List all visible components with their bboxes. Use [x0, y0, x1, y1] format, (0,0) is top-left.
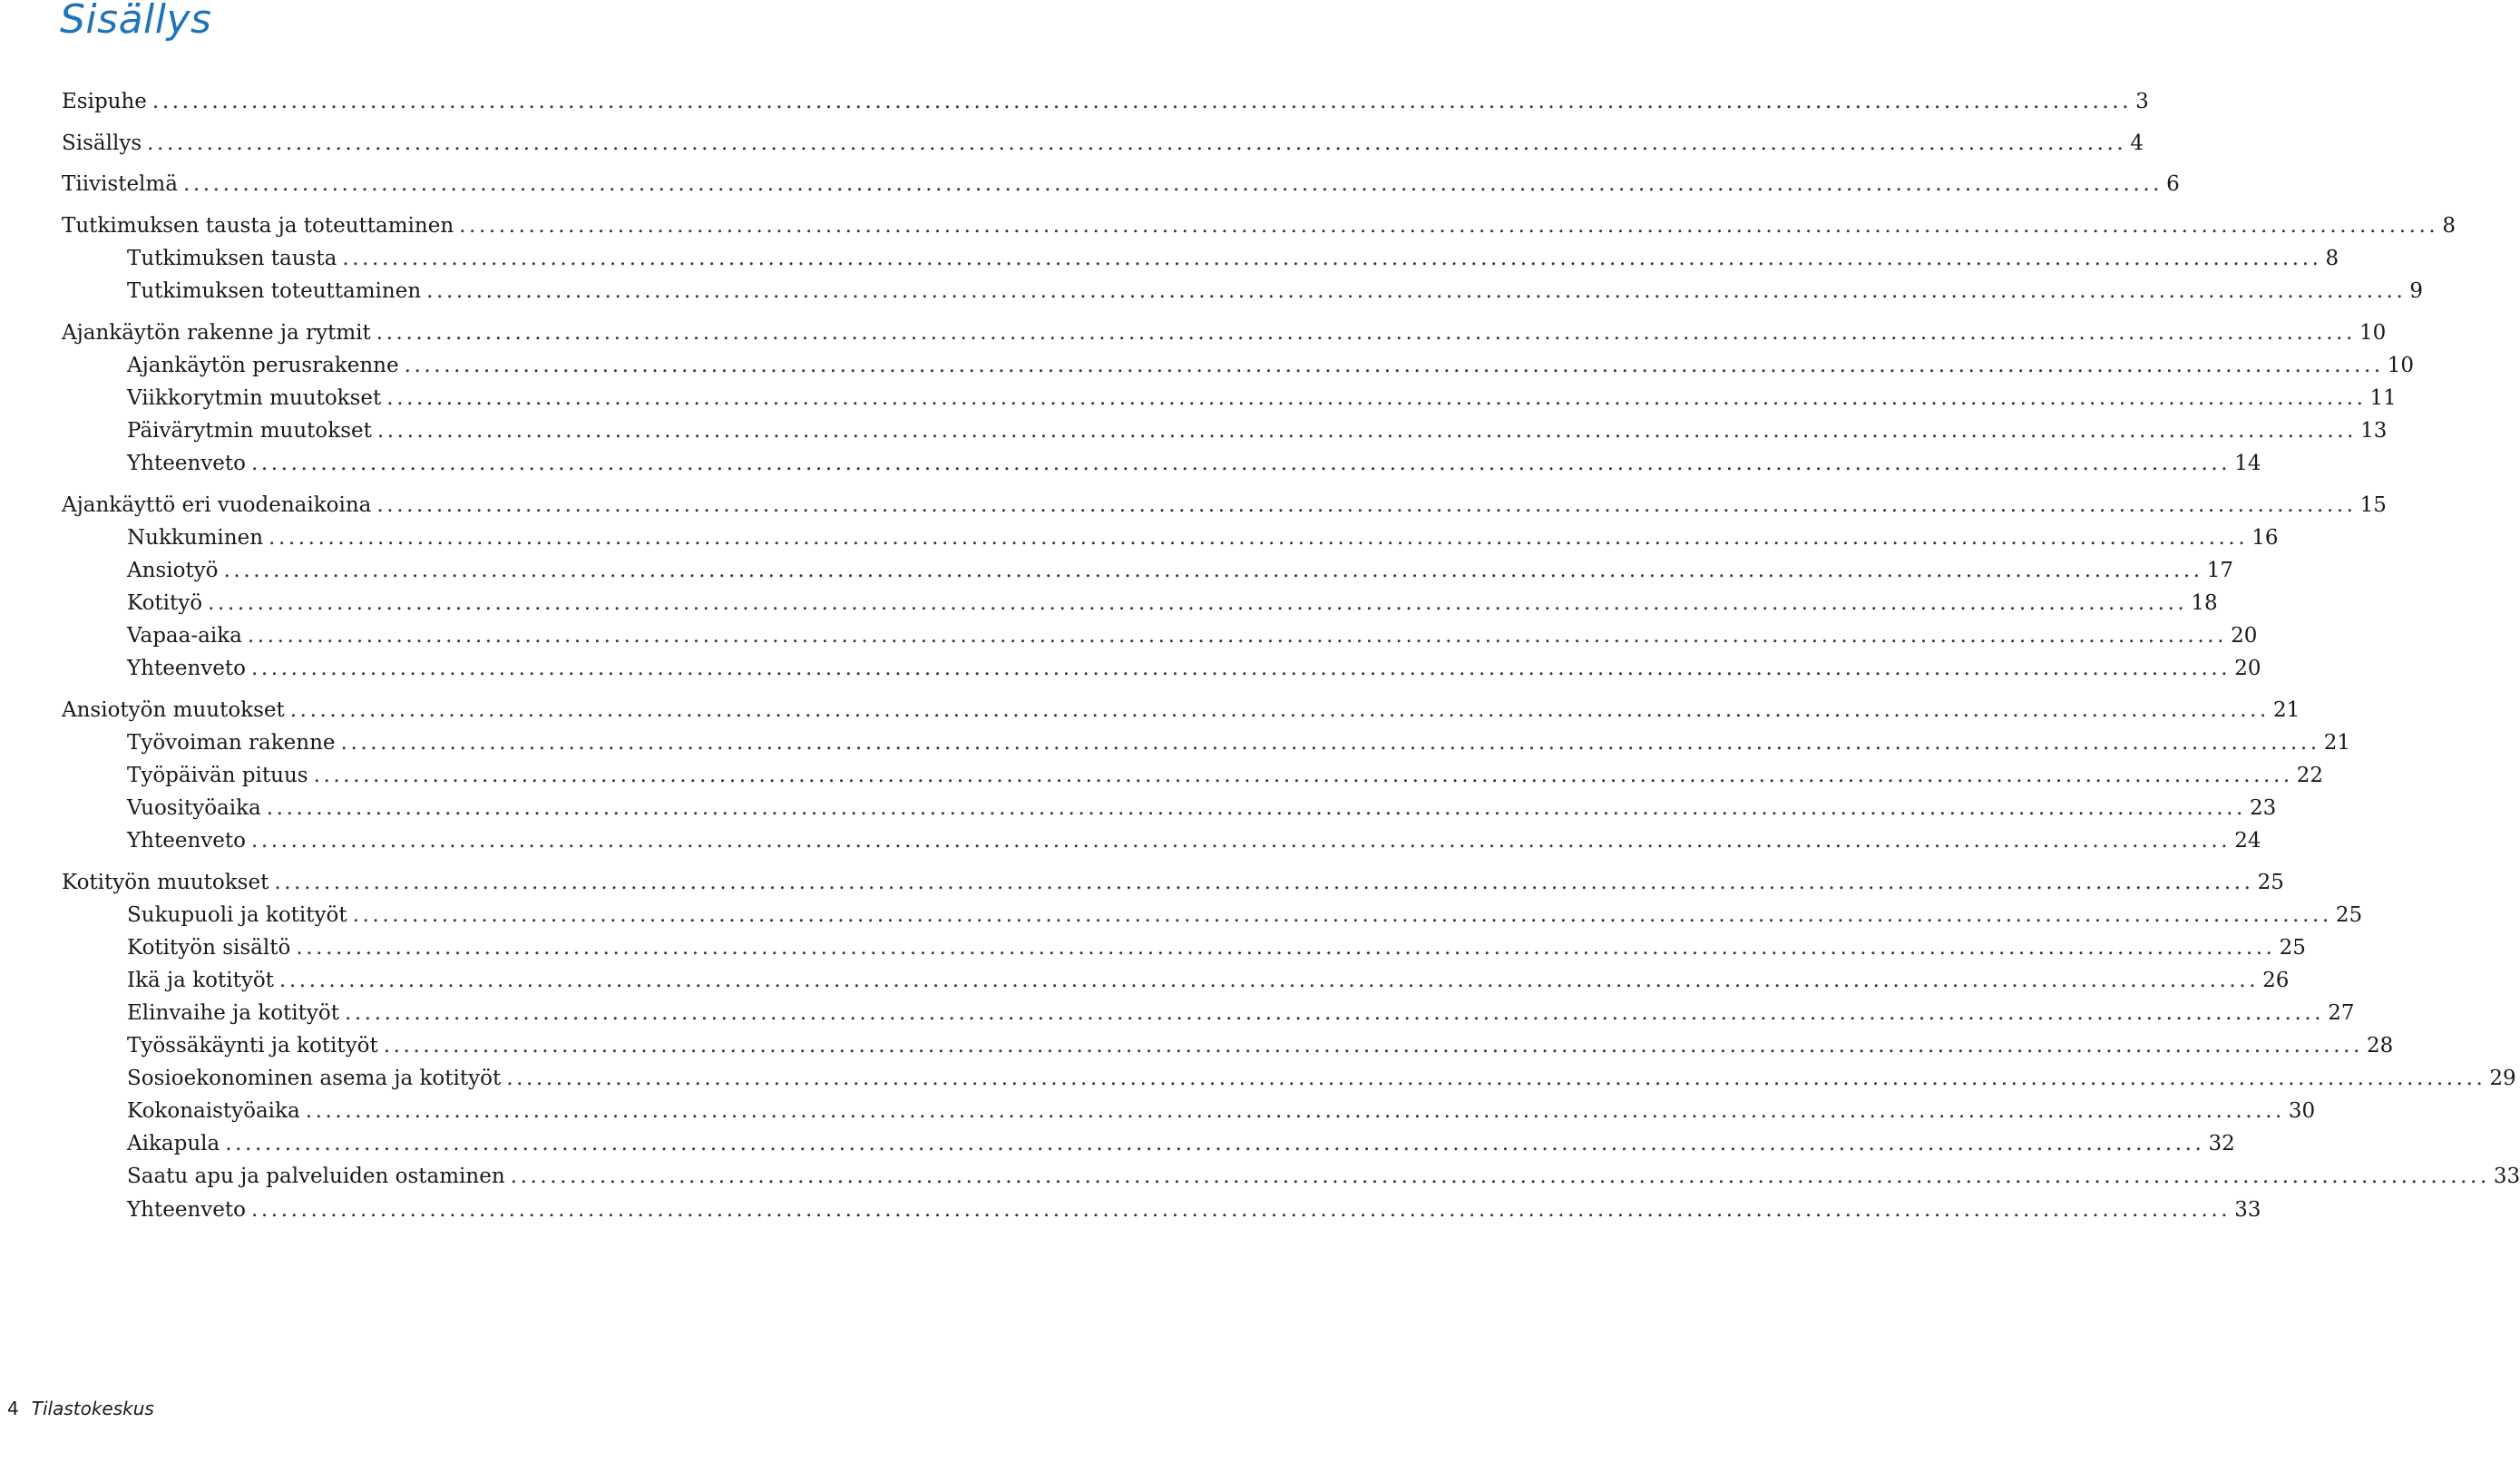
toc-entry-label: Esipuhe	[62, 90, 147, 113]
toc-entry-label: Yhteenveto	[127, 657, 246, 680]
toc-entry[interactable]	[127, 825, 2261, 856]
toc-entry[interactable]	[62, 169, 2180, 200]
toc-entry-page: 25	[2257, 871, 2284, 894]
dot-leader: ........................................................................................................................................................................................................	[250, 1198, 2232, 1222]
toc-entry[interactable]	[127, 998, 2355, 1028]
toc-entry-label: Ikä ja kotityöt	[127, 969, 274, 992]
toc-entry-page: 4	[2130, 132, 2144, 155]
toc-entry[interactable]	[127, 1096, 2316, 1126]
toc-entry-label: Ajankäytön perusrakenne	[127, 354, 399, 377]
dot-leader: ........................................................................................................................................................................................................	[296, 936, 2276, 960]
toc-entry-label: Sukupuoli ja kotityöt	[127, 903, 347, 927]
toc-entry-label: Päivärytmin muutokset	[127, 419, 372, 443]
dot-leader: ........................................................................................................................................................................................................	[274, 871, 2254, 894]
toc-entry-label: Työvoiman rakenne	[127, 731, 336, 755]
toc-entry-label: Saatu apu ja palveluiden ostaminen	[127, 1165, 505, 1188]
toc-entry-label: Kotityön sisältö	[127, 936, 291, 960]
toc-entry[interactable]	[127, 276, 2424, 307]
dot-leader: ........................................................................................................................................................................................................	[147, 132, 2127, 155]
toc-entry-label: Kotityön muutokset	[62, 871, 269, 894]
toc-entry-label: Yhteenveto	[127, 452, 246, 475]
toc-entry[interactable]	[127, 555, 2234, 586]
dot-leader: ........................................................................................................................................................................................................	[376, 419, 2358, 443]
toc-entry-page: 32	[2208, 1132, 2235, 1155]
dot-leader: ........................................................................................................................................................................................................	[208, 591, 2188, 615]
footer-page-number: 4	[7, 1398, 19, 1419]
toc-entry[interactable]	[127, 965, 2290, 996]
toc-entry[interactable]	[62, 317, 2387, 348]
toc-entry[interactable]	[127, 932, 2306, 963]
toc-entry[interactable]	[62, 490, 2387, 521]
toc-entry-page: 29	[2489, 1067, 2516, 1090]
toc-entry[interactable]	[127, 243, 2339, 274]
dot-leader: ........................................................................................................................................................................................................	[313, 764, 2293, 787]
toc-entry-label: Kokonaistyöaika	[127, 1099, 300, 1123]
toc-entry[interactable]	[127, 522, 2279, 553]
toc-entry-page: 18	[2191, 591, 2218, 615]
toc-entry-label: Tutkimuksen toteuttaminen	[127, 279, 422, 303]
toc-entry-label: Työssäkäynti ja kotityöt	[127, 1034, 378, 1058]
toc-entry-label: Sisällys	[62, 132, 142, 155]
toc-entry[interactable]	[127, 1194, 2261, 1225]
toc-entry-page: 13	[2360, 419, 2388, 443]
footer-publisher: Tilastokeskus	[31, 1398, 154, 1419]
dot-leader: ........................................................................................................................................................................................................	[426, 279, 2407, 303]
toc-entry-page: 25	[2335, 903, 2363, 927]
dot-leader: ........................................................................................................................................................................................................	[459, 214, 2439, 238]
dot-leader: ........................................................................................................................................................................................................	[376, 493, 2357, 517]
dot-leader: ........................................................................................................................................................................................................	[250, 829, 2232, 853]
toc-entry-page: 8	[2325, 247, 2339, 270]
toc-entry-label: Yhteenveto	[127, 829, 246, 853]
toc-entry-page: 20	[2234, 657, 2261, 680]
toc-entry-label: Ajankäyttö eri vuodenaikoina	[62, 493, 372, 517]
toc-entry-page: 33	[2493, 1165, 2520, 1188]
dot-leader: ........................................................................................................................................................................................................	[250, 452, 2232, 475]
toc-entry[interactable]	[62, 86, 2149, 117]
toc-entry[interactable]	[62, 210, 2456, 241]
toc-entry-page: 15	[2359, 493, 2387, 517]
toc-entry[interactable]	[127, 350, 2415, 381]
toc-entry[interactable]	[127, 900, 2363, 931]
toc-entry-label: Ajankäytön rakenne ja rytmit	[62, 321, 371, 345]
dot-leader: ........................................................................................................................................................................................................	[305, 1099, 2285, 1123]
toc-entry-page: 26	[2262, 969, 2290, 992]
toc-entry[interactable]	[127, 727, 2351, 758]
dot-leader: ........................................................................................................................................................................................................	[506, 1067, 2486, 1090]
toc-entry-label: Yhteenveto	[127, 1198, 246, 1222]
dot-leader: ........................................................................................................................................................................................................	[510, 1165, 2490, 1188]
toc-entry-page: 33	[2234, 1198, 2261, 1222]
dot-leader: ........................................................................................................................................................................................................	[383, 1034, 2363, 1058]
dot-leader: ........................................................................................................................................................................................................	[404, 354, 2384, 377]
toc-entry-label: Tiivistelmä	[62, 172, 178, 196]
dot-leader: ........................................................................................................................................................................................................	[340, 731, 2320, 755]
toc-entry-page: 25	[2279, 936, 2306, 960]
toc-entry[interactable]	[62, 695, 2300, 726]
toc-entry-page: 17	[2206, 559, 2234, 582]
dot-leader: ........................................................................................................................................................................................................	[247, 624, 2228, 648]
toc-entry[interactable]	[127, 653, 2261, 684]
page-footer	[7, 1398, 154, 1419]
toc-entry-page: 14	[2234, 452, 2261, 475]
dot-leader: ........................................................................................................................................................................................................	[151, 90, 2133, 113]
toc-entry[interactable]	[127, 383, 2397, 414]
toc-entry-label: Tutkimuksen tausta ja toteuttaminen	[62, 214, 454, 238]
toc-entry-page: 22	[2296, 764, 2324, 787]
toc-entry[interactable]	[127, 1030, 2394, 1061]
dot-leader: ........................................................................................................................................................................................................	[289, 698, 2270, 722]
toc-entry-page: 16	[2251, 526, 2279, 550]
toc-entry[interactable]	[127, 1063, 2516, 1094]
dot-leader: ........................................................................................................................................................................................................	[352, 903, 2332, 927]
toc-entry-page: 30	[2288, 1099, 2316, 1123]
toc-entry[interactable]	[127, 588, 2218, 619]
toc-entry-label: Ansiotyön muutokset	[62, 698, 285, 722]
toc-entry[interactable]	[127, 793, 2277, 824]
toc-entry-page: 10	[2359, 321, 2387, 345]
toc-entry-label: Nukkuminen	[127, 526, 264, 550]
toc-entry-label: Työpäivän pituus	[127, 764, 308, 787]
toc-entry-label: Aikapula	[127, 1132, 220, 1155]
toc-entry-page: 27	[2328, 1001, 2355, 1025]
toc-entry-page: 21	[2272, 698, 2300, 722]
toc-entry-label: Vapaa-aika	[127, 624, 242, 648]
toc-entry-page: 21	[2323, 731, 2351, 755]
dot-leader: ........................................................................................................................................................................................................	[223, 559, 2203, 582]
toc-entry-label: Vuosityöaika	[127, 796, 261, 820]
toc-entry-page: 20	[2231, 624, 2258, 648]
toc-entry-page: 24	[2234, 829, 2261, 853]
toc-entry-label: Kotityö	[127, 591, 203, 615]
dot-leader: ........................................................................................................................................................................................................	[269, 526, 2249, 550]
toc-entry-label: Viikkorytmin muutokset	[127, 386, 382, 410]
toc-entry[interactable]	[127, 1161, 2520, 1192]
toc-entry[interactable]	[127, 760, 2324, 791]
toc-entry-page: 9	[2409, 279, 2424, 303]
dot-leader: ........................................................................................................................................................................................................	[344, 1001, 2325, 1025]
toc-entry-page: 10	[2387, 354, 2415, 377]
toc-entry[interactable]	[62, 867, 2284, 898]
dot-leader: ........................................................................................................................................................................................................	[182, 172, 2163, 196]
toc-entry[interactable]	[127, 448, 2261, 479]
dot-leader: ........................................................................................................................................................................................................	[342, 247, 2322, 270]
toc-entry-page: 3	[2135, 90, 2149, 113]
dot-leader: ........................................................................................................................................................................................................	[266, 796, 2246, 820]
toc-entry[interactable]	[127, 620, 2258, 651]
toc-entry[interactable]	[127, 1128, 2235, 1159]
toc-entry-page: 11	[2369, 386, 2397, 410]
toc-entry-label: Elinvaihe ja kotityöt	[127, 1001, 339, 1025]
dot-leader: ........................................................................................................................................................................................................	[386, 386, 2367, 410]
dot-leader: ........................................................................................................................................................................................................	[225, 1132, 2205, 1155]
toc-entry[interactable]	[62, 128, 2144, 159]
toc-entry-page: 6	[2166, 172, 2180, 196]
dot-leader: ........................................................................................................................................................................................................	[376, 321, 2356, 345]
page-title: Sisällys	[60, 0, 212, 43]
dot-leader: ........................................................................................................................................................................................................	[250, 657, 2232, 680]
toc-entry-page: 28	[2366, 1034, 2394, 1058]
dot-leader: ........................................................................................................................................................................................................	[278, 969, 2260, 992]
toc-entry[interactable]	[127, 415, 2388, 446]
toc-entry-page: 23	[2249, 796, 2277, 820]
toc-entry-label: Sosioekonominen asema ja kotityöt	[127, 1067, 502, 1090]
toc-entry-label: Ansiotyö	[127, 559, 219, 582]
toc-entry-page: 8	[2442, 214, 2456, 238]
toc-entry-label: Tutkimuksen tausta	[127, 247, 337, 270]
